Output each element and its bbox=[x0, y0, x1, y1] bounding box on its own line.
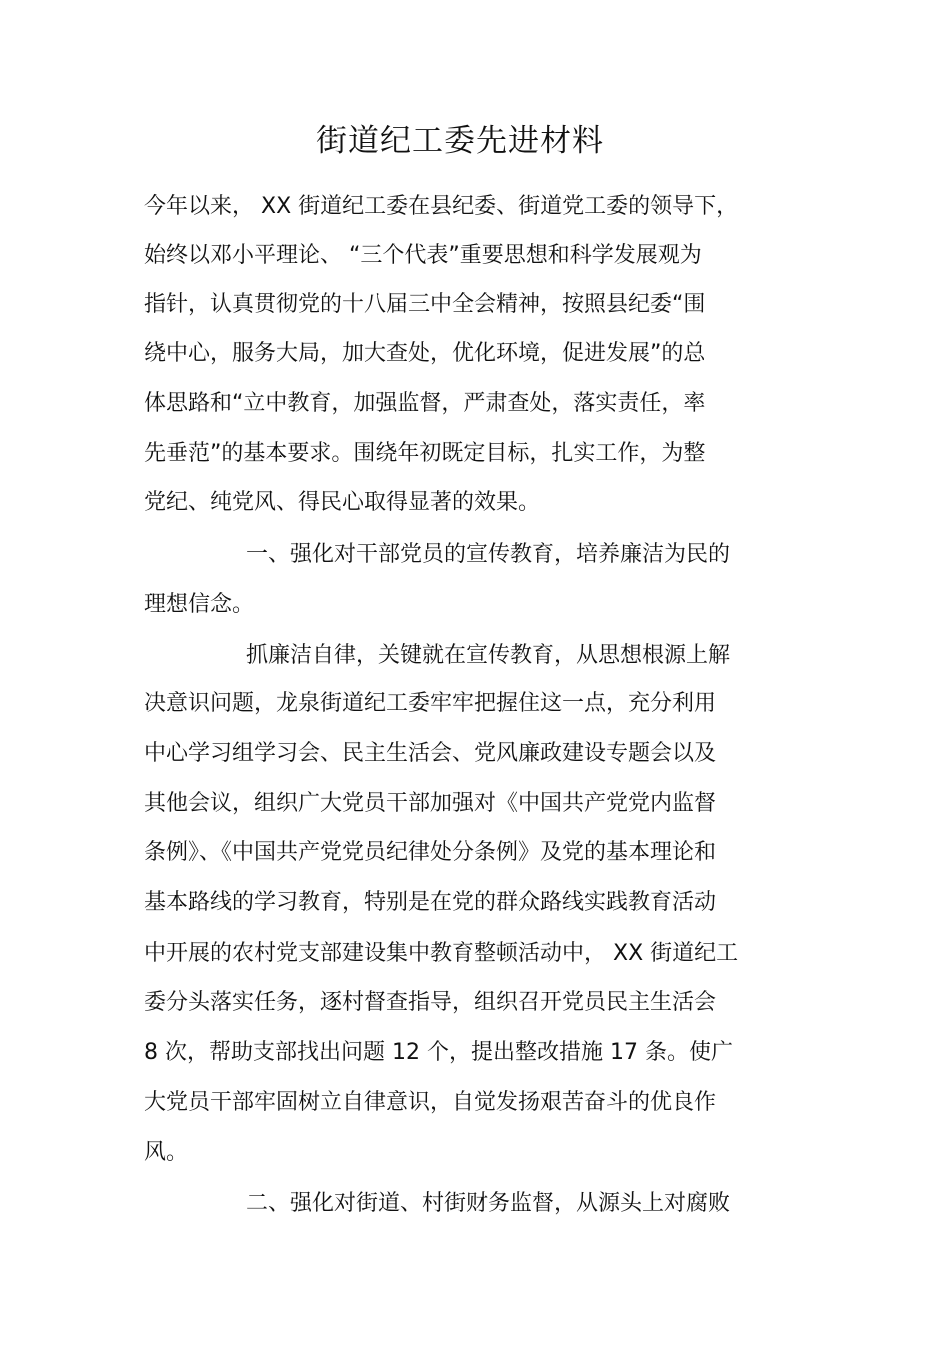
section-heading: 二、强化对街道、村街财务监督，从源头上对腐败 bbox=[246, 1191, 731, 1216]
text-line: 先垂范”的基本要求。围绕年初既定目标，扎实工作，为整 bbox=[144, 441, 706, 466]
text-line: 基本路线的学习教育，特别是在党的群众路线实践教育活动 bbox=[144, 890, 717, 915]
text-line: 大党员干部牢固树立自律意识，自觉发扬艰苦奋斗的优良作 bbox=[144, 1090, 717, 1115]
document-title: 街道纪工委先进材料 bbox=[316, 123, 604, 159]
text-line: 绕中心，服务大局，加大查处，优化环境，促进发展”的总 bbox=[144, 341, 706, 366]
text-line: 今年以来， XX 街道纪工委在县纪委、街道党工委的领导下， bbox=[144, 194, 739, 219]
text-line: 中开展的农村党支部建设集中教育整顿活动中， XX 街道纪工 bbox=[144, 941, 739, 966]
paragraph-start: 抓廉洁自律，关键就在宣传教育，从思想根源上解 bbox=[246, 643, 731, 668]
text-line: 体思路和“立中教育，加强监督，严肃查处，落实责任，率 bbox=[144, 391, 706, 416]
text-line: 风。 bbox=[144, 1140, 189, 1165]
text-line: 条例》、《中国共产党党员纪律处分条例》及党的基本理论和 bbox=[144, 840, 717, 865]
text-line: 党纪、纯党风、得民心取得显著的效果。 bbox=[144, 490, 541, 515]
text-line: 其他会议，组织广大党员干部加强对《中国共产党党内监督 bbox=[144, 791, 717, 816]
text-line: 中心学习组学习会、民主生活会、党风廉政建设专题会以及 bbox=[144, 741, 717, 766]
text-line: 始终以邓小平理论、 “三个代表”重要思想和科学发展观为 bbox=[144, 243, 702, 268]
text-line: 委分头落实任务，逐村督查指导，组织召开党员民主生活会 bbox=[144, 990, 717, 1015]
text-line: 决意识问题，龙泉街道纪工委牢牢把握住这一点，充分利用 bbox=[144, 691, 717, 716]
text-line: 指针，认真贯彻党的十八届三中全会精神，按照县纪委“围 bbox=[144, 292, 706, 317]
text-line: 理想信念。 bbox=[144, 592, 255, 617]
text-line: 8 次，帮助支部找出问题 12 个，提出整改措施 17 条。使广 bbox=[144, 1040, 733, 1065]
section-heading: 一、强化对干部党员的宣传教育，培养廉洁为民的 bbox=[246, 542, 731, 567]
